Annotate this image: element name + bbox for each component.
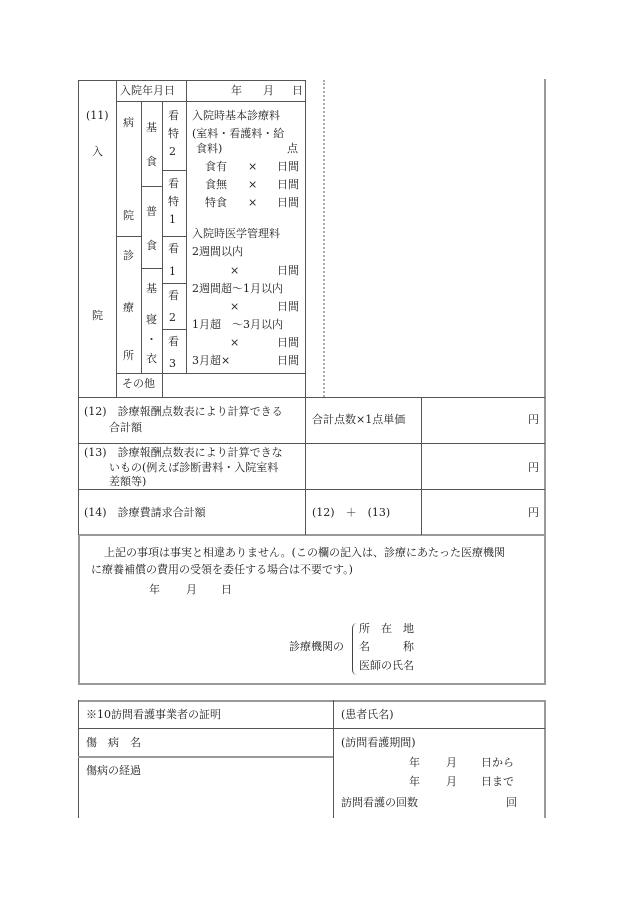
mgmt-row-label: 2週間以内 bbox=[192, 245, 243, 258]
meal-row-label: 特食 bbox=[205, 196, 227, 209]
admission-day[interactable]: 日 bbox=[292, 84, 303, 97]
section-11-number: (11) bbox=[86, 109, 109, 122]
mgmt-fee-title: 入院時医学管理料 bbox=[192, 227, 280, 240]
period-to-month[interactable]: 月 bbox=[446, 775, 457, 788]
clinic-char: 診 bbox=[123, 249, 134, 262]
institution-address-label[interactable]: 所 在 地 bbox=[359, 622, 414, 635]
mgmt-row-label: 3月超× bbox=[192, 354, 231, 367]
kan1-char: 看 bbox=[168, 242, 179, 255]
basic-fee-sub2: 食料) bbox=[196, 142, 223, 155]
row-line bbox=[78, 443, 545, 444]
mgmt-row-x: × bbox=[230, 264, 240, 277]
col-line bbox=[305, 397, 306, 535]
nursing-period-label: (訪問看護期間) bbox=[341, 736, 416, 749]
cert-right-border bbox=[544, 535, 546, 685]
kishin-char: 衣 bbox=[146, 352, 157, 365]
mgmt-row-unit: 日間 bbox=[277, 300, 299, 313]
mgmt-row-unit: 日間 bbox=[277, 354, 299, 367]
table-right-border bbox=[544, 79, 546, 535]
row-line bbox=[78, 756, 333, 758]
total-13-unit[interactable]: 円 bbox=[528, 461, 539, 474]
admission-month[interactable]: 月 bbox=[263, 84, 274, 97]
other-label: その他 bbox=[122, 377, 155, 390]
row-line bbox=[116, 373, 305, 374]
cert-date-day[interactable]: 日 bbox=[221, 583, 232, 596]
meal-row-x: × bbox=[248, 196, 258, 209]
kan2-char: 看 bbox=[168, 289, 179, 302]
admission-date-label: 入院年月日 bbox=[120, 84, 175, 97]
nursing-right-border bbox=[544, 700, 546, 818]
row-line bbox=[116, 236, 141, 237]
kan3-char: 3 bbox=[169, 357, 176, 370]
mgmt-row-unit: 日間 bbox=[277, 264, 299, 277]
meal-row-x: × bbox=[248, 160, 258, 173]
kantoku1-char: 1 bbox=[169, 213, 176, 226]
row-line bbox=[162, 283, 186, 284]
table-left-border bbox=[78, 80, 79, 397]
kantoku2-char: 2 bbox=[169, 145, 176, 158]
mgmt-row-label: 2週間超～1月以内 bbox=[192, 282, 283, 295]
kantoku2-char: 特 bbox=[168, 127, 179, 140]
points-unit: 点 bbox=[287, 142, 298, 155]
total-14-formula: (12) ＋ (13) bbox=[312, 506, 391, 519]
total-13-label: いもの(例えば診断書料・入院室料 bbox=[109, 461, 279, 474]
nursing-title: ※10訪問看護事業者の証明 bbox=[86, 708, 221, 721]
section-11-label-nyu: 入 bbox=[92, 145, 103, 158]
futsushoku-char: 普 bbox=[146, 205, 157, 218]
institution-label: 診療機関の bbox=[289, 640, 344, 653]
institution-name-label[interactable]: 名 称 bbox=[359, 640, 414, 653]
row-line bbox=[162, 170, 186, 171]
col-line bbox=[116, 80, 117, 397]
row-line bbox=[162, 329, 186, 330]
meal-row-unit: 日間 bbox=[277, 160, 299, 173]
hospital-char: 病 bbox=[123, 116, 134, 129]
period-to-day[interactable]: 日まで bbox=[481, 775, 514, 788]
cert-bottom-border bbox=[78, 683, 546, 685]
mgmt-row-label: 1月超 ～3月以内 bbox=[192, 318, 283, 331]
disease-course-label[interactable]: 傷病の経過 bbox=[86, 764, 141, 777]
dotted-divider bbox=[323, 80, 325, 397]
row-line bbox=[78, 397, 545, 398]
mgmt-row-unit: 日間 bbox=[277, 336, 299, 349]
period-to-year[interactable]: 年 bbox=[409, 775, 420, 788]
kan1-char: 1 bbox=[169, 265, 176, 278]
total-14-label: (14) 診療費請求合計額 bbox=[84, 506, 206, 519]
cert-date-year[interactable]: 年 bbox=[149, 583, 160, 596]
meal-row-label: 食無 bbox=[205, 178, 227, 191]
table-top-border bbox=[78, 80, 305, 81]
mgmt-row-x: × bbox=[230, 300, 240, 313]
col-line bbox=[305, 80, 306, 397]
row-line bbox=[78, 534, 546, 536]
meal-row-unit: 日間 bbox=[277, 178, 299, 191]
clinic-char: 所 bbox=[123, 349, 134, 362]
total-12-unit[interactable]: 円 bbox=[528, 413, 539, 426]
total-12-label: 合計額 bbox=[109, 421, 142, 434]
kan2-char: 2 bbox=[169, 311, 176, 324]
col-line bbox=[141, 101, 142, 373]
period-from-year[interactable]: 年 bbox=[409, 756, 420, 769]
kantoku1-char: 看 bbox=[168, 177, 179, 190]
kishin-char: ・ bbox=[146, 333, 157, 346]
nursing-top-border bbox=[78, 700, 546, 702]
col-line bbox=[162, 101, 163, 373]
kishin-char: 基 bbox=[146, 282, 157, 295]
row-line bbox=[141, 186, 162, 187]
row-line bbox=[78, 728, 545, 729]
meal-row-x: × bbox=[248, 178, 258, 191]
kishoku-char: 食 bbox=[146, 155, 157, 168]
row-line bbox=[78, 489, 545, 490]
kishin-char: 寝 bbox=[146, 313, 157, 326]
hospital-char: 院 bbox=[123, 209, 134, 222]
cert-left-border bbox=[78, 535, 80, 685]
total-14-unit[interactable]: 円 bbox=[528, 506, 539, 519]
section-11-label-in: 院 bbox=[92, 309, 103, 322]
total-12-label: (12) 診療報酬点数表により計算できる bbox=[84, 405, 283, 418]
futsushoku-char: 食 bbox=[146, 239, 157, 252]
meal-row-unit: 日間 bbox=[277, 196, 299, 209]
total-13-label: (13) 診療報酬点数表により計算できな bbox=[84, 446, 283, 459]
brace-icon bbox=[352, 623, 357, 675]
visits-label: 訪問看護の回数 bbox=[341, 796, 418, 809]
period-from-day[interactable]: 日から bbox=[481, 756, 514, 769]
total-12-formula: 合計点数×1点単価 bbox=[312, 413, 406, 426]
col-line bbox=[421, 397, 422, 535]
cert-date-month[interactable]: 月 bbox=[186, 583, 197, 596]
col-line bbox=[78, 397, 79, 535]
meal-row-label: 食有 bbox=[205, 160, 227, 173]
kan3-char: 看 bbox=[168, 335, 179, 348]
total-13-label: 差額等) bbox=[109, 475, 147, 488]
col-line bbox=[186, 80, 187, 373]
mgmt-row-x: × bbox=[230, 336, 240, 349]
period-from-month[interactable]: 月 bbox=[446, 756, 457, 769]
doctor-name-label[interactable]: 医師の氏名 bbox=[359, 659, 414, 672]
kantoku2-char: 看 bbox=[168, 109, 179, 122]
kantoku1-char: 特 bbox=[168, 195, 179, 208]
admission-year[interactable]: 年 bbox=[231, 84, 242, 97]
kishoku-char: 基 bbox=[146, 121, 157, 134]
clinic-char: 療 bbox=[123, 301, 134, 314]
col-line bbox=[162, 373, 163, 397]
cert-statement: に療養補償の費用の受領を委任する場合は不要です。) bbox=[91, 563, 353, 576]
cert-statement: 上記の事項は事実と相違ありません。(この欄の記入は、診療にあたった医療機関 bbox=[104, 546, 505, 559]
col-line bbox=[333, 700, 334, 818]
row-line bbox=[116, 101, 305, 102]
basic-fee-title: 入院時基本診療料 bbox=[192, 109, 280, 122]
nursing-left-border bbox=[78, 700, 79, 818]
basic-fee-sub1: (室料・看護料・給 bbox=[192, 127, 285, 140]
disease-name-label[interactable]: 傷 病 名 bbox=[86, 736, 141, 749]
row-line bbox=[162, 236, 186, 237]
visits-unit[interactable]: 回 bbox=[506, 796, 517, 809]
row-line bbox=[141, 268, 162, 269]
patient-name-label[interactable]: (患者氏名) bbox=[341, 708, 394, 721]
